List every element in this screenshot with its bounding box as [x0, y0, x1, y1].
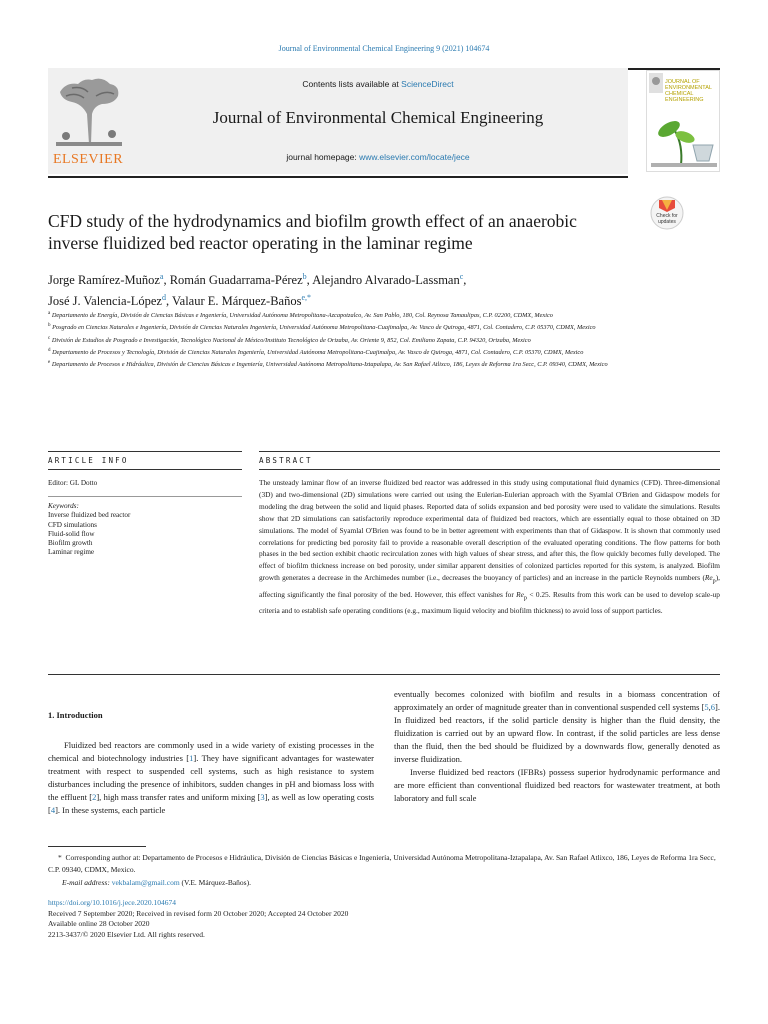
- author-list: Jorge Ramírez-Muñoz$^a$, Román Guadarrama-Pérez$^b$, Alejandro Alvarado-Lassman$^c$, José J. Valencia-López$^d$, Valaur E. Márquez-Baños$^{e,*}$: [48, 272, 467, 309]
- cover-title: JOURNAL OF ENVIRONMENTAL CHEMICAL ENGINEERING: [665, 79, 712, 103]
- elsevier-wordmark: ELSEVIER: [52, 152, 124, 167]
- author-name[interactable]: Alejandro Alvarado-Lassman: [312, 273, 460, 288]
- author-name[interactable]: Valaur E. Márquez-Baños: [172, 294, 302, 309]
- cover-elsevier-mark-icon: [649, 73, 663, 93]
- article-meta: [48, 898, 648, 940]
- intro-paragraph-2: eventually becomes colonized with biofilm and results in a biomass concentration of approximately an order of magnitude greater than in conventional suspended cell systems [5,6]. In fluidized bed reactors, if the solid particle density is higher than the fluid density, the fluidization is carried out by an upward flow. In contrast, if the solid particles are less dense than the fluid, then the bed should be fluidized by a downwards flow, generally denoted as inverse fluidization.: [394, 689, 720, 764]
- abstract-heading: ABSTRACT: [259, 456, 313, 465]
- journal-homepage: journal homepage: www.elsevier.com/locate/jece: [286, 152, 470, 162]
- article-title-line-2: inverse fluidized bed reactor operating in the laminar regime: [48, 233, 473, 253]
- available-online: Available online 28 October 2020: [48, 919, 150, 929]
- affiliation-item: $^d$ Departamento de Procesos y Tecnología, División de Ciencias Naturales Ingeniería, Universidad Autónoma Metropolitana-Cuajimalpa, Av. Vasco de Quiroga, 4871, Col. Contadero, C.P. 05370, CDMX, Mexico: [48, 347, 584, 356]
- citation-link[interactable]: 4: [50, 805, 56, 815]
- author-name[interactable]: Román Guadarrama-Pérez: [169, 273, 303, 288]
- affiliation-item: $^a$ Departamento de Energía, División de Ciencias Básicas e Ingeniería, Universidad Autónoma Metropolitana-Azcapotzalco, Av. San Pablo, 180, Col. Reynosa Tamaulipas, C.P. 02200, CDMX, Mexico: [48, 311, 553, 320]
- email-label: E-mail address:: [62, 877, 110, 887]
- email-link[interactable]: vekbalam@gmail.com: [111, 877, 180, 887]
- sciencedirect-link[interactable]: ScienceDirect: [401, 79, 454, 89]
- author-affiliation-sup[interactable]: e,*: [301, 293, 312, 303]
- doi-link[interactable]: https://doi.org/10.1016/j.jece.2020.104674: [48, 898, 176, 907]
- keywords-block: [48, 502, 242, 558]
- article-title-line-1: CFD study of the hydrodynamics and biofilm growth effect of an anaerobic: [48, 211, 577, 231]
- article-info-divider: [48, 496, 242, 497]
- homepage-link[interactable]: www.elsevier.com/locate/jece: [359, 152, 470, 162]
- masthead-bottom-rule: [48, 176, 628, 178]
- journal-citation[interactable]: Journal of Environmental Chemical Engineering 9 (2021) 104674: [278, 44, 490, 53]
- intro-paragraph-3: Inverse fluidized bed reactors (IFBRs) possess superior hydrodynamic performance and are more efficient than conventional fluidized bed reactors for wastewater treatment, at both laboratory and full scale: [394, 767, 720, 803]
- article-title: [48, 210, 638, 254]
- author-affiliation-sup[interactable]: b: [302, 272, 307, 281]
- issn-copyright: 2213-3437/© 2020 Elsevier Ltd. All rights reserved.: [48, 929, 205, 939]
- journal-title[interactable]: Journal of Environmental Chemical Engineering: [212, 108, 544, 127]
- keyword-item: Biofilm growth: [48, 539, 93, 548]
- author-affiliation-sup[interactable]: d: [161, 293, 166, 303]
- author-affiliation-sup[interactable]: c: [459, 272, 464, 281]
- abstract-top-rule: [259, 451, 720, 452]
- intro-heading: 1. Introduction: [48, 710, 103, 720]
- elsevier-tree-logo-icon: [52, 74, 126, 152]
- article-info-top-rule: [48, 451, 242, 452]
- author-affiliation-sup[interactable]: a: [159, 272, 164, 281]
- citation-link[interactable]: 6: [710, 702, 716, 712]
- author-name[interactable]: Jorge Ramírez-Muñoz: [48, 273, 160, 288]
- author-name[interactable]: José J. Valencia-López: [48, 294, 162, 309]
- corresponding-author-footnote: * Corresponding author at: Departamento de Procesos e Hidráulica, División de Ciencias Básicas e Ingeniería, Universidad Autónoma Metropolitana-Iztapalapa, Av. San Rafael Atlixco, 186, Leyes de Reforma 1ra Secc, C.P. 09340, CDMX, Mexico. E-mail address: vekbalam@gmail.com (V.E. Márquez-Baños).: [48, 853, 716, 887]
- article-info-sub-rule: [48, 469, 242, 470]
- citation-link[interactable]: 5: [704, 702, 709, 712]
- affiliation-item: $^e$ Departamento de Procesos e Hidráulica, División de Ciencias Básicas e Ingeniería, Universidad Autónoma Metropolitana-Iztapalapa, Av. San Rafael Atlixco, 186, Leyes de Reforma 1ra Secc, C.P. 09340, CDMX, Mexico: [48, 360, 608, 369]
- intro-right-column: [394, 688, 720, 805]
- cover-plant-icon: [651, 115, 717, 167]
- article-editor: Editor: GL Dotto: [48, 479, 98, 487]
- abstract-text: The unsteady laminar flow of an inverse fluidized bed reactor was addressed in this study using computational fluid dynamics (CFD). Three-dimensional (3D) and two-dimensional (2D) simulations were carried out using the Eulerian-Eulerian approach with the Syamlal O'Brien and Gidaspow models for modeling the drag between the solid and liquid phases. Reported data of solids expansion and bed porosity were used to validate the simulations. Results show that 2D simulations can satisfactorily reproduce experimental data of fluidized bed reactors, which are essentially equal to those obtained on 3D simulations. The model of Syamlal O'Brien was found to be in better agreement with experiments than that of Gidaspow. It is shown that commonly used correlations for predicting bed porosity fail to provide a reasonable overall description of the evaluated operating conditions. The flow patterns for both phases in the bed section exhibit chaotic recirculation zones with high values of shear stress, and after this, the flow quickly becomes fully developed. The effect of biofilm thickness increase on bed porosity, under similar apparent densities of colonized particles reported for this system, is analyzed. Biofilm growth generates a decrease in the Archimedes number (i.e., decreases the buoyancy of particles) and an increase in the particle Reynolds numbers $(Re_p)$, affecting significantly the final porosity of the bed. However, this effect vanishes for $Re_p < 0.25$. Results from this work can be used to develop scale-up criteria and to establish safe operating conditions (e.g., maximum liquid velocity and biofilm thickness) to avoid loss of support particles.: [259, 478, 720, 615]
- journal-cover-thumbnail[interactable]: [646, 70, 720, 172]
- received-dates: Received 7 September 2020; Received in revised form 20 October 2020; Accepted 24 October 2020: [48, 908, 349, 918]
- keyword-item: Inverse fluidized bed reactor: [48, 511, 131, 520]
- intro-paragraph-1: Fluidized bed reactors are commonly used in a wide variety of existing processes in the chemical and biotechnology industries [1]. They have significant advantages for wastewater treatment with respect to suspended cell systems, such as high resistance to system disturbances including the presence of inhibitors, sudden changes in pH and biomass loss with the effluent [2], high mass transfer rates and uniform mixing [3], as well as low operating costs [4]. In these systems, each particle: [48, 740, 374, 815]
- affiliation-item: $^b$ Posgrado en Ciencias Naturales e Ingeniería, División de Ciencias Naturales Ingeniería, Universidad Autónoma Metropolitana-Cuajimalpa, Av. Vasco de Quiroga, 4871, Col. Contadero, C.P. 05370, CDMX, Mexico: [48, 323, 596, 332]
- contents-available: Contents lists available at ScienceDirect: [302, 79, 454, 89]
- check-for-updates-label[interactable]: Check for updates: [656, 213, 678, 225]
- affiliation-item: $^c$ División de Estudios de Posgrado e Investigación, Tecnológico Nacional de México/Instituto Tecnológico de Orizaba, Av. Oriente 9, 852, Col. Emiliano Zapata, C.P. 94320, Orizaba, Mexico: [48, 335, 531, 344]
- affiliations: [48, 310, 636, 371]
- keywords-label: Keywords:: [48, 502, 79, 510]
- keyword-item: CFD simulations: [48, 520, 97, 529]
- citation-link[interactable]: 2: [92, 792, 97, 802]
- abstract-bottom-rule: [48, 674, 720, 675]
- article-info-heading: ARTICLE INFO: [48, 456, 129, 465]
- citation-link[interactable]: 3: [260, 792, 265, 802]
- citation-link[interactable]: 1: [189, 753, 194, 763]
- keyword-item: Laminar regime: [48, 548, 95, 557]
- footnote-rule: [48, 846, 146, 847]
- abstract-sub-rule: [259, 469, 720, 470]
- keyword-item: Fluid-solid flow: [48, 529, 95, 538]
